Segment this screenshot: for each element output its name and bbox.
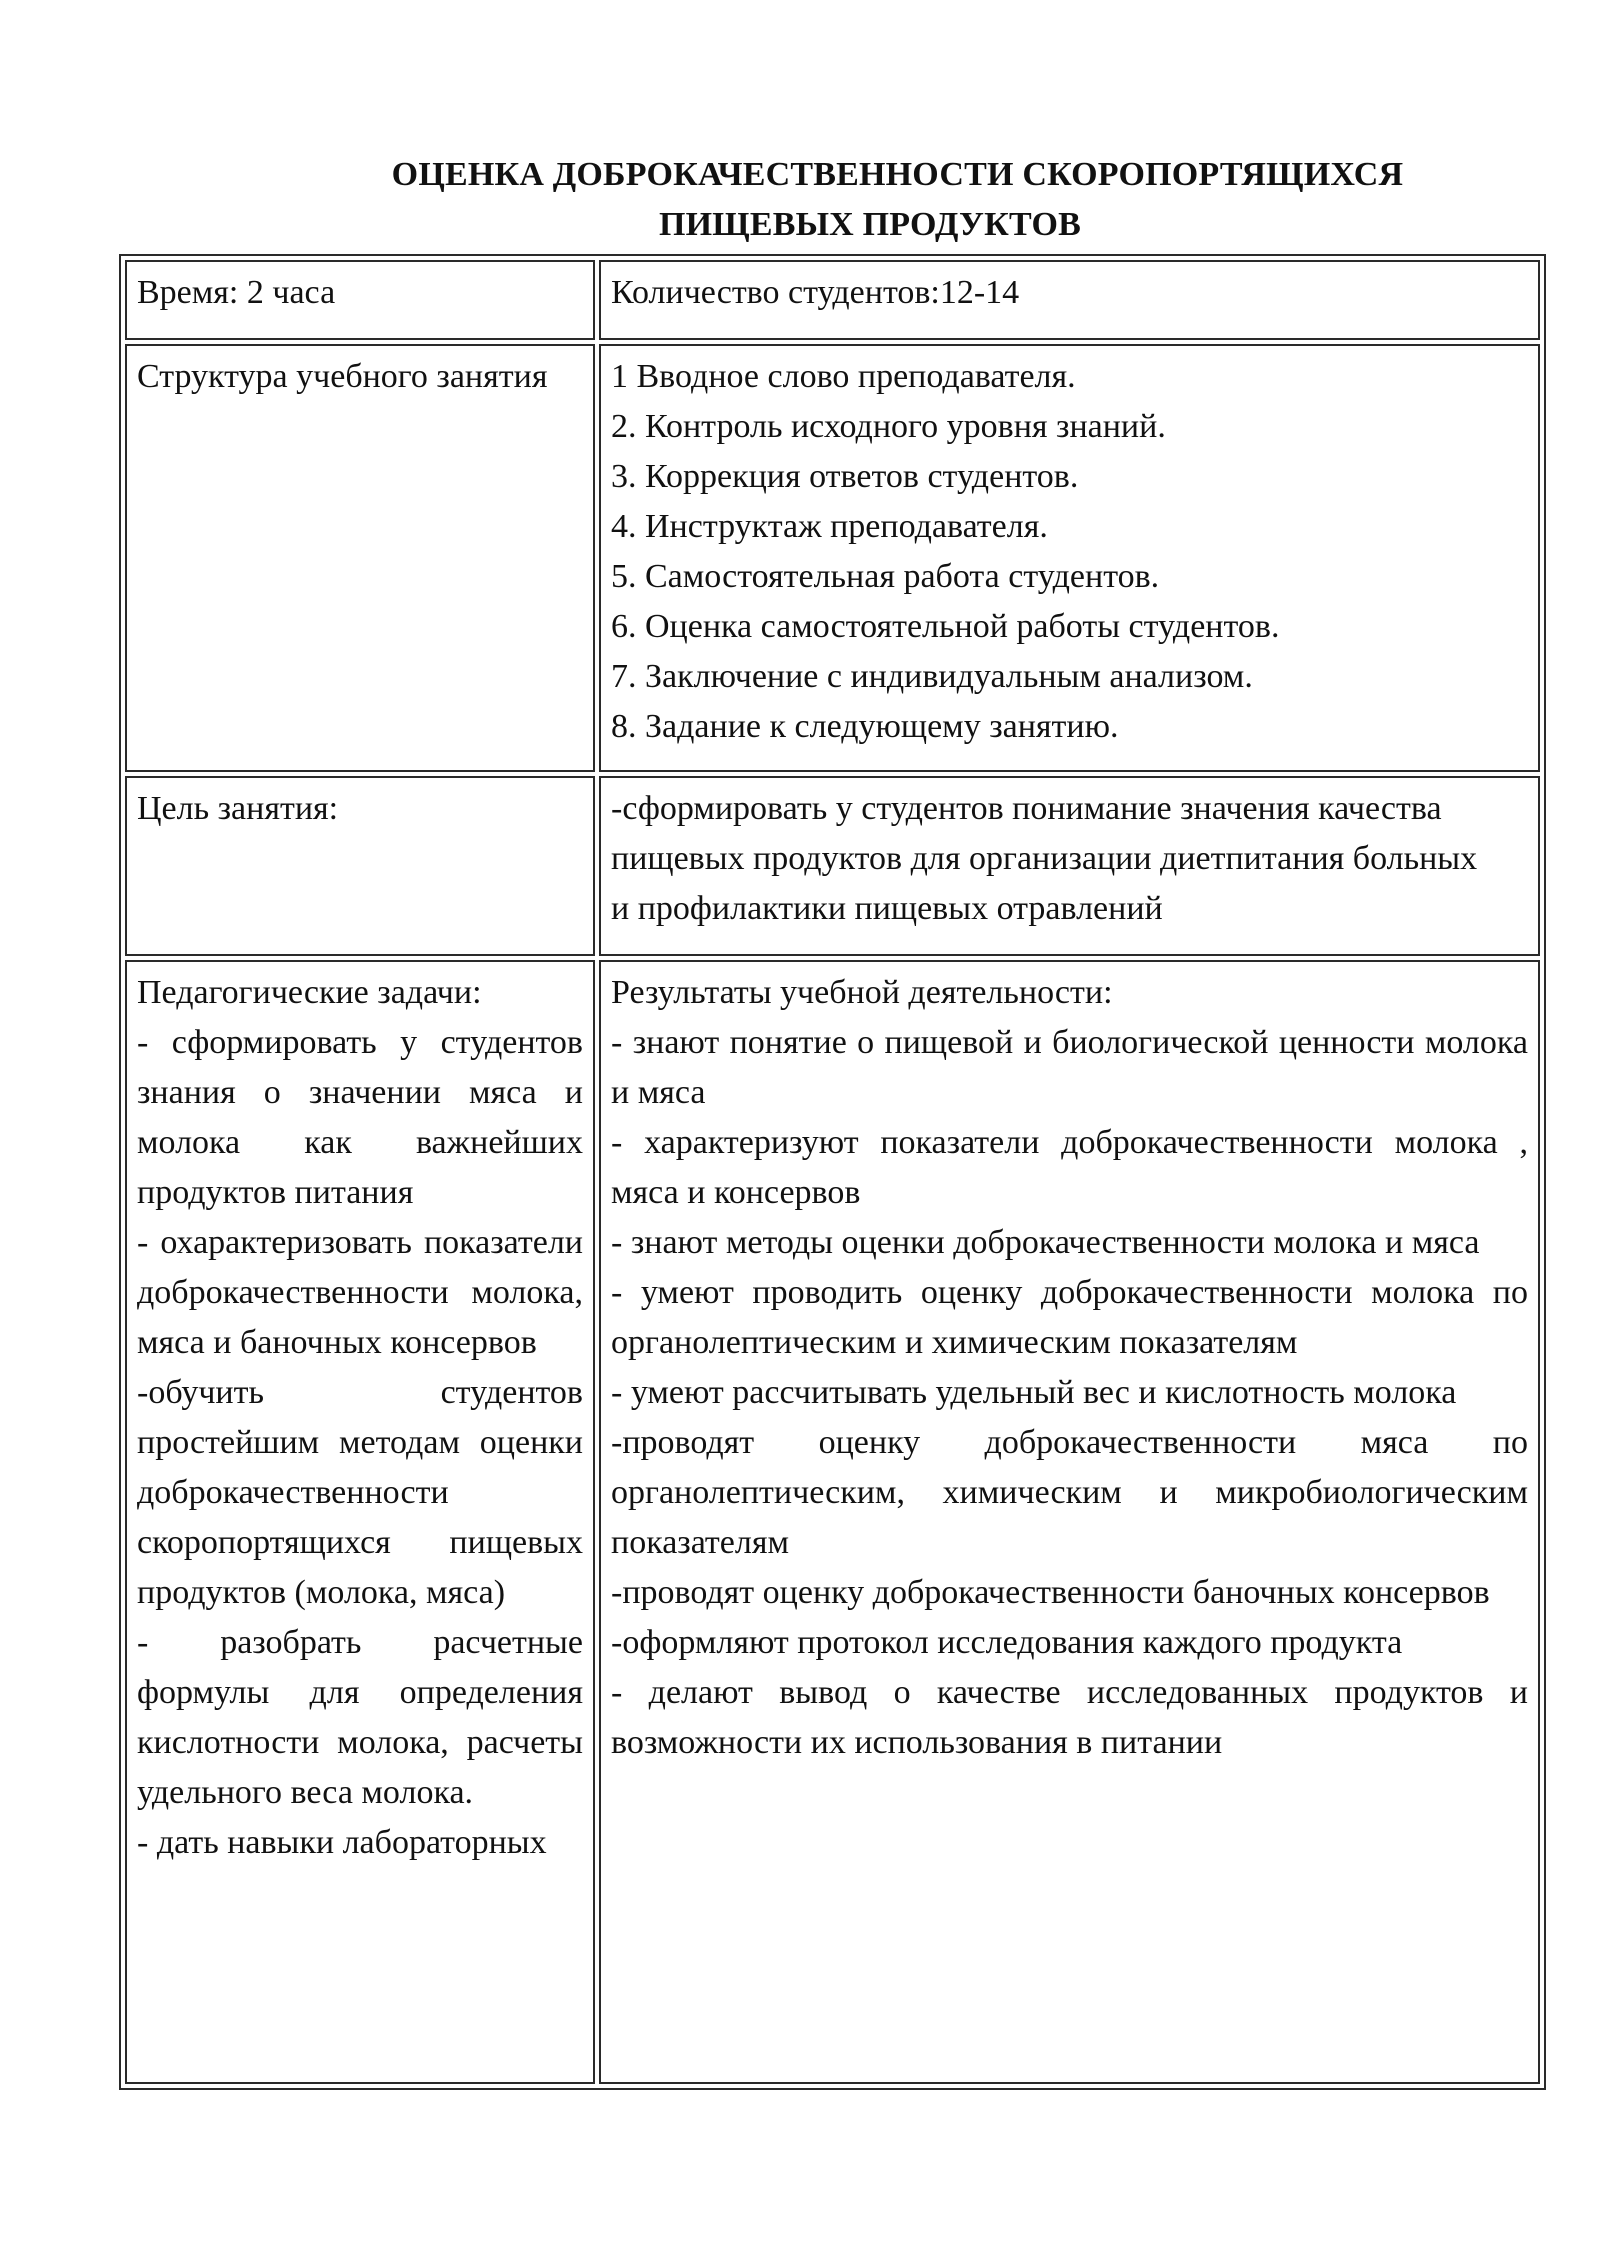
structure-item: 8. Задание к следующему занятию. <box>611 708 1119 745</box>
pedagogical-tasks-cell <box>125 960 595 2084</box>
result-item: - умеют проводить оценку доброкачественности молока по органолептическим и химическим показателям <box>611 1274 1528 1361</box>
result-item: -проводят оценку доброкачественности баночных консервов <box>611 1574 1490 1611</box>
goal-line: и профилактики пищевых отравлений <box>611 890 1163 927</box>
structure-item: 3. Коррекция ответов студентов. <box>611 458 1079 495</box>
structure-item: 6. Оценка самостоятельной работы студентов. <box>611 608 1280 645</box>
table-row <box>125 776 1540 956</box>
structure-list-cell <box>599 344 1540 772</box>
students-count-cell: Количество студентов:12-14 <box>599 260 1540 340</box>
time-cell: Время: 2 часа <box>125 260 595 340</box>
structure-item: 7. Заключение с индивидуальным анализом. <box>611 658 1253 695</box>
task-item: -обучить студентов простейшим методам оценки доброкачественности скоропортящихся пищевых продуктов (молока, мяса) <box>137 1374 583 1611</box>
result-item: -проводят оценку доброкачественности мяса по органолептическим, химическим и микробиологическим показателям <box>611 1424 1528 1561</box>
structure-item: 5. Самостоятельная работа студентов. <box>611 558 1160 595</box>
result-item: -оформляют протокол исследования каждого продукта <box>611 1624 1403 1661</box>
result-item: - характеризуют показатели доброкачественности молока , мяса и консервов <box>611 1124 1528 1211</box>
goal-line: -сформировать у студентов понимание значения качества <box>611 790 1442 827</box>
structure-item: 1 Вводное слово преподавателя. <box>611 358 1076 395</box>
structure-item: 4. Инструктаж преподавателя. <box>611 508 1048 545</box>
structure-item: 2. Контроль исходного уровня знаний. <box>611 408 1166 445</box>
table-row <box>125 260 1540 340</box>
lesson-plan-table <box>119 254 1546 2090</box>
table-row <box>125 960 1540 2084</box>
result-item: - знают понятие о пищевой и биологической ценности молока и мяса <box>611 1024 1528 1111</box>
learning-results-cell <box>599 960 1540 2084</box>
result-item: - делают вывод о качестве исследованных продуктов и возможности их использования в питании <box>611 1674 1528 1761</box>
task-item: - разобрать расчетные формулы для определения кислотности молока, расчеты удельного веса молока. <box>137 1624 583 1811</box>
goal-text-cell <box>599 776 1540 956</box>
task-item: - сформировать у студентов знания о значении мяса и молока как важнейших продуктов питания <box>137 1024 583 1211</box>
goal-line: пищевых продуктов для организации диетпитания больных <box>611 840 1478 877</box>
result-item: - знают методы оценки доброкачественности молока и мяса <box>611 1224 1480 1261</box>
goal-label-cell: Цель занятия: <box>125 776 595 956</box>
results-label: Результаты учебной деятельности: <box>611 974 1113 1011</box>
page-title <box>0 150 1600 250</box>
table-row <box>125 344 1540 772</box>
tasks-label: Педагогические задачи: <box>137 974 482 1011</box>
title-line-2: ПИЩЕВЫХ ПРОДУКТОВ <box>659 206 1081 243</box>
title-line-1: ОЦЕНКА ДОБРОКАЧЕСТВЕННОСТИ СКОРОПОРТЯЩИХСЯ <box>391 156 1404 193</box>
task-item: - охарактеризовать показатели доброкачественности молока, мяса и баночных консервов <box>137 1224 583 1361</box>
result-item: - умеют рассчитывать удельный вес и кислотность молока <box>611 1374 1457 1411</box>
structure-label-cell: Структура учебного занятия <box>125 344 595 772</box>
task-item: - дать навыки лабораторных <box>137 1824 547 1861</box>
